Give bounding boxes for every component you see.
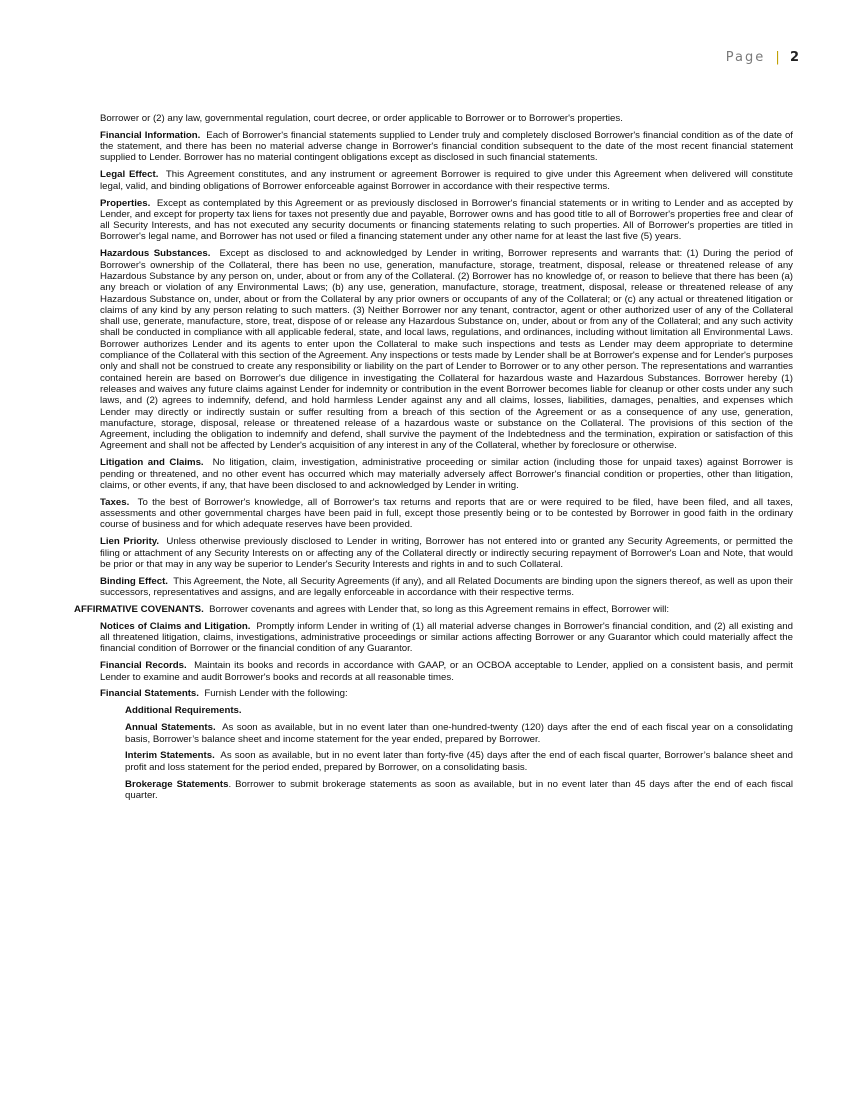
paragraph-financial-records	[100, 660, 793, 683]
subparagraph-heading: Additional Requirements.	[125, 705, 242, 717]
paragraph-heading: Financial Statements.	[100, 688, 199, 700]
section-intro: Borrower covenants and agrees with Lender that, so long as this Agreement remains in effect, Borrower will:	[209, 603, 670, 615]
paragraph-heading: Financial Information.	[100, 129, 201, 141]
paragraph-litigation-and-claims	[100, 457, 793, 491]
paragraph-properties	[100, 198, 793, 243]
paragraph-taxes	[100, 497, 793, 531]
paragraph-legal-effect	[100, 169, 793, 192]
paragraph-text: To the best of Borrower's knowledge, all of Borrower's tax returns and reports that are or were required to be filed, have been filed, and all taxes, assessments and other governmental charges have been paid in full, except those presently being or to be contested by Borrower in good faith in the ordinary course of business and for which adequate reserves have been provided.	[100, 496, 793, 531]
paragraph-continuation	[100, 113, 793, 124]
paragraph-text: Except as disclosed to and acknowledged by Lender in writing, Borrower represents and warrants that: (1) During the period of Borrower's ownership of the Collateral, there has been no use, generation, manufacture, storage, treatment, disposal, release or threatened release of any Hazardous Substance by any person on, under, about or from any of the Collateral. (2) Borrower has no knowledge of, or reason to believe that there has been (a) any breach or violation of any Environmental Laws; (b) any use, generation, manufacture, storage, treatment, disposal, release or threatened release of any Hazardous Substance on, under, about or from the Collateral by any prior owners or occupants of any of the Collateral; or (c) any actual or threatened litigation or claims of any kind by any person relating to such matters. (3) Neither Borrower nor any tenant, contractor, agent or other authorized user of any of the Collateral shall use, generate, manufacture, store, treat, dispose of or release any Hazardous Substance on, under, about or from any of the Collateral; and any such activity shall be conducted in compliance with all applicable federal, state, and local laws, regulations, and ordinances, including without limitation all Environmental Laws. Borrower authorizes Lender and its agents to enter upon the Collateral to make such inspections and tests as Lender may deem appropriate to determine compliance of the Collateral with this section of the Agreement. Any inspections or tests made by Lender shall be at Borrower's expense and for Lender's purposes only and shall not be construed to create any responsibility or liability on the part of Lender to Borrower or to any other person. The representations and warranties contained herein are based on Borrower's due diligence in investigating the Collateral for hazardous waste and Hazardous Substances. Borrower hereby (1) releases and waives any future claims against Lender for indemnity or contribution in the event Borrower becomes liable for cleanup or other costs under any such laws, and (2) agrees to indemnify, defend, and hold harmless Lender against any and all claims, losses, liabilities, damages, penalties, and expenses which Lender may directly or indirectly sustain or suffer resulting from a breach of this section of the Agreement or as a consequence of any use, generation, manufacture, storage, disposal, release or threatened release of a hazardous waste or substance on the Collateral. The provisions of this section of the Agreement, including the obligation to indemnify and defend, shall survive the payment of the Indebtedness and the termination, expiration or satisfaction of this Agreement and shall not be affected by Lender's acquisition of any interest in any of the Collateral, whether by foreclosure or otherwise.	[100, 248, 793, 452]
section-affirmative-covenants	[74, 604, 793, 615]
paragraph-heading: Properties.	[100, 197, 151, 209]
paragraph-text: Maintain its books and records in accordance with GAAP, or an OCBOA acceptable to Lender, applied on a consistent basis, and permit Lender to examine and audit Borrower's books and records at all reasonable times.	[100, 660, 793, 683]
paragraph-heading: Legal Effect.	[100, 169, 159, 181]
paragraph-heading: Hazardous Substances.	[100, 248, 211, 260]
page-number: 2	[789, 50, 799, 65]
page-header	[726, 50, 799, 65]
page-separator: |	[775, 50, 780, 65]
paragraph-text: No litigation, claim, investigation, administrative proceeding or similar action (including those for unpaid taxes) against Borrower is pending or threatened, and no other event has occurred which may materially adversely affect Borrower's financial condition or properties, other than litigation, claims, or other events, if any, that have been disclosed to and acknowledged by Lender in writing.	[100, 457, 793, 491]
paragraph-binding-effect	[100, 576, 793, 599]
subparagraph-brokerage-statements	[125, 779, 793, 802]
subparagraph-interim-statements	[125, 750, 793, 773]
subparagraph-heading: Brokerage Statements	[125, 778, 229, 790]
paragraph-heading: Taxes.	[100, 496, 130, 508]
paragraph-heading: Lien Priority.	[100, 536, 160, 548]
paragraph-notices-of-claims	[100, 621, 793, 655]
paragraph-text: This Agreement constitutes, and any instrument or agreement Borrower is required to give under this Agreement when delivered will constitute legal, valid, and binding obligations of Borrower enforceable against Borrower in accordance with their respective terms.	[100, 169, 793, 192]
paragraph-text: Each of Borrower's financial statements supplied to Lender truly and completely disclosed Borrower's financial condition as of the date of the statement, and there has been no material adverse change in Borrower's financial condition subsequent to the date of the most recent financial statement supplied to Lender. Borrower has no material contingent obligations except as disclosed in such financial statements.	[100, 129, 793, 164]
paragraph-text: Promptly inform Lender in writing of (1) all material adverse changes in Borrower's financial condition, and (2) all existing and all threatened litigation, claims, investigations, administrative proceedings or similar actions affecting Borrower or any Guarantor which could materially affect the financial condition of Borrower or the financial condition of any Guarantor.	[100, 620, 793, 655]
subparagraph-additional-requirements	[125, 705, 793, 716]
subparagraph-text: As soon as available, but in no event later than one-hundred-twenty (120) days after the end of each fiscal year on a consolidating basis, Borrower’s balance sheet and income statement for the year ended, prepared by Borrower.	[125, 722, 793, 745]
document-body	[74, 113, 793, 807]
paragraph-text: This Agreement, the Note, all Security Agreements (if any), and all Related Documents are binding upon the signers thereof, as well as upon their successors, representatives and assigns, and are legally enforceable in accordance with their respective terms.	[100, 575, 793, 599]
paragraph-text: Except as contemplated by this Agreement or as previously disclosed in Borrower's financial statements or in writing to Lender and as accepted by Lender, and except for property tax liens for taxes not presently due and payable, Borrower owns and has good title to all of Borrower's properties free and clear of all Security Interests, and has not executed any security documents or financing statements relating to such properties. All of Borrower's properties are titled in Borrower's legal name, and Borrower has not used or filed a financing statement under any other name for at least the last five (5) years.	[100, 197, 793, 243]
subparagraph-heading: Annual Statements.	[125, 722, 216, 734]
subparagraph-heading: Interim Statements.	[125, 750, 215, 762]
paragraph-financial-information	[100, 130, 793, 164]
paragraph-heading: Litigation and Claims.	[100, 457, 204, 469]
paragraph-financial-statements	[100, 688, 793, 699]
paragraph-hazardous-substances	[100, 248, 793, 451]
section-heading: AFFIRMATIVE COVENANTS.	[74, 603, 204, 615]
subparagraph-annual-statements	[125, 722, 793, 745]
subparagraph-text: . Borrower to submit brokerage statements as soon as available, but in no event later than 45 days after the end of each fiscal quarter.	[125, 778, 794, 801]
paragraph-lien-priority	[100, 536, 793, 570]
paragraph-text: Unless otherwise previously disclosed to Lender in writing, Borrower has not entered into or granted any Security Agreements, or permitted the filing or attachment of any Security Interests on or affecting any of the Collateral directly or indirectly securing repayment of Borrower's Loan and Note, that would be prior or that may in any way be superior to Lender's Security Interests and rights in and to such Collateral.	[100, 536, 793, 570]
subparagraph-text: As soon as available, but in no event later than forty-five (45) days after the end of each fiscal quarter, Borrower’s balance sheet and profit and loss statement for the period ended, prepared by Borrower, on a consolidating basis.	[125, 750, 793, 773]
paragraph-heading: Notices of Claims and Litigation.	[100, 620, 251, 632]
page-label: Page	[725, 50, 766, 65]
paragraph-text: Borrower or (2) any law, governmental regulation, court decree, or order applicable to Borrower or to Borrower's properties.	[100, 113, 623, 124]
paragraph-heading: Financial Records.	[100, 660, 187, 672]
paragraph-heading: Binding Effect.	[100, 575, 168, 587]
paragraph-text: Furnish Lender with the following:	[204, 688, 348, 700]
